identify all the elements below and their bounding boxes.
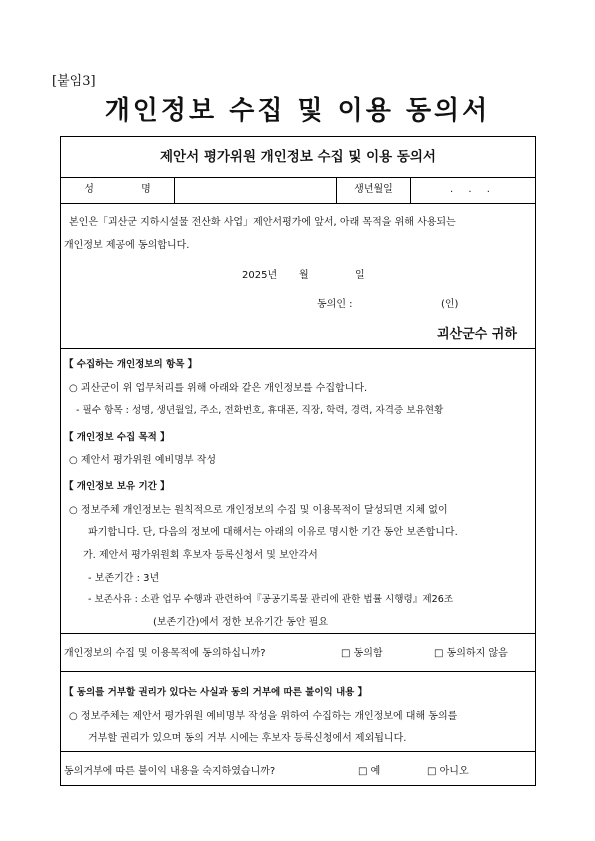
signer-label: 동의인 : bbox=[317, 299, 353, 310]
retention-line1: ○ 정보주체 개인정보는 원칙적으로 개인정보의 수집 및 이용목적이 달성되면 지체 없이 bbox=[69, 505, 448, 516]
consent-text-line1: 본인은「괴산군 지하시설물 전산화 사업」제안서평가에 앞서, 아래 목적을 위해 사용되는 bbox=[69, 217, 456, 228]
items-title: 【 수집하는 개인정보의 항목 】 bbox=[64, 359, 198, 370]
name-birth-row bbox=[61, 177, 535, 204]
birth-label: 생년월일 bbox=[337, 177, 411, 203]
consent-question: 개인정보의 수집 및 이용목적에 동의하십니까? bbox=[64, 648, 266, 659]
name-label: 성 명 bbox=[61, 177, 175, 203]
consent-text-line2: 개인정보 제공에 동의합니다. bbox=[64, 240, 190, 251]
addressee: 괴산군수 귀하 bbox=[437, 327, 517, 342]
yes-checkbox[interactable]: □ 예 bbox=[358, 766, 381, 777]
refusal-question: 동의거부에 따른 불이익 내용을 숙지하였습니까? bbox=[64, 766, 276, 777]
retention-line3: 가. 제안서 평가위원회 후보자 등록신청서 및 보안각서 bbox=[83, 550, 318, 561]
disagree-checkbox[interactable]: □ 동의하지 않음 bbox=[434, 648, 508, 659]
refusal-line2: 거부할 권리가 있으며 동의 거부 시에는 후보자 등록신청에서 제외됩니다. bbox=[88, 733, 407, 744]
items-line1: ○ 괴산군이 위 업무처리를 위해 아래와 같은 개인정보를 수집합니다. bbox=[69, 383, 368, 394]
form-header: 제안서 평가위원 개인정보 수집 및 이용 동의서 bbox=[61, 137, 535, 178]
no-checkbox[interactable]: □ 아니오 bbox=[427, 766, 469, 777]
seal-label: (인) bbox=[441, 299, 459, 310]
refusal-title: 【 동의를 거부할 권리가 있다는 사실과 동의 거부에 따른 불이익 내용 】 bbox=[64, 687, 368, 698]
date-month: 월 bbox=[299, 270, 309, 281]
date-day: 일 bbox=[355, 270, 365, 281]
purpose-line1: ○ 제안서 평가위원 예비명부 작성 bbox=[69, 455, 217, 466]
attachment-label: [붙임3] bbox=[52, 74, 96, 89]
agree-checkbox[interactable]: □ 동의함 bbox=[341, 648, 383, 659]
retention-title: 【 개인정보 보유 기간 】 bbox=[64, 481, 170, 492]
purpose-title: 【 개인정보 수집 목적 】 bbox=[64, 432, 170, 443]
items-line2: - 필수 항목 : 성명, 생년월일, 주소, 전화번호, 휴대폰, 직장, 학력, 경력, 자격증 보유현황 bbox=[76, 405, 444, 416]
page-title: 개인정보 수집 및 이용 동의서 bbox=[104, 96, 491, 126]
divider bbox=[61, 633, 535, 634]
consent-form bbox=[60, 136, 536, 786]
birth-field[interactable]: . . . bbox=[450, 184, 496, 195]
retention-line6: (보존기간)에서 정한 보유기간 동안 필요 bbox=[153, 617, 329, 628]
retention-line2: 파기합니다. 단, 다음의 정보에 대해서는 아래의 이유로 명시한 기간 동안 보존합니다. bbox=[88, 527, 458, 538]
divider bbox=[61, 671, 535, 672]
divider bbox=[61, 751, 535, 752]
refusal-line1: ○ 정보주체는 제안서 평가위원 예비명부 작성을 위하여 수집하는 개인정보에 대해 동의를 bbox=[69, 711, 458, 722]
retention-line5: - 보존사유 : 소관 업무 수행과 관련하여『공공기록물 관리에 관한 법률 시행령』제26조 bbox=[88, 594, 454, 605]
name-field[interactable] bbox=[175, 177, 337, 203]
date-year: 2025년 bbox=[242, 270, 278, 281]
retention-line4: - 보존기간 : 3년 bbox=[88, 573, 160, 584]
divider bbox=[61, 348, 535, 349]
